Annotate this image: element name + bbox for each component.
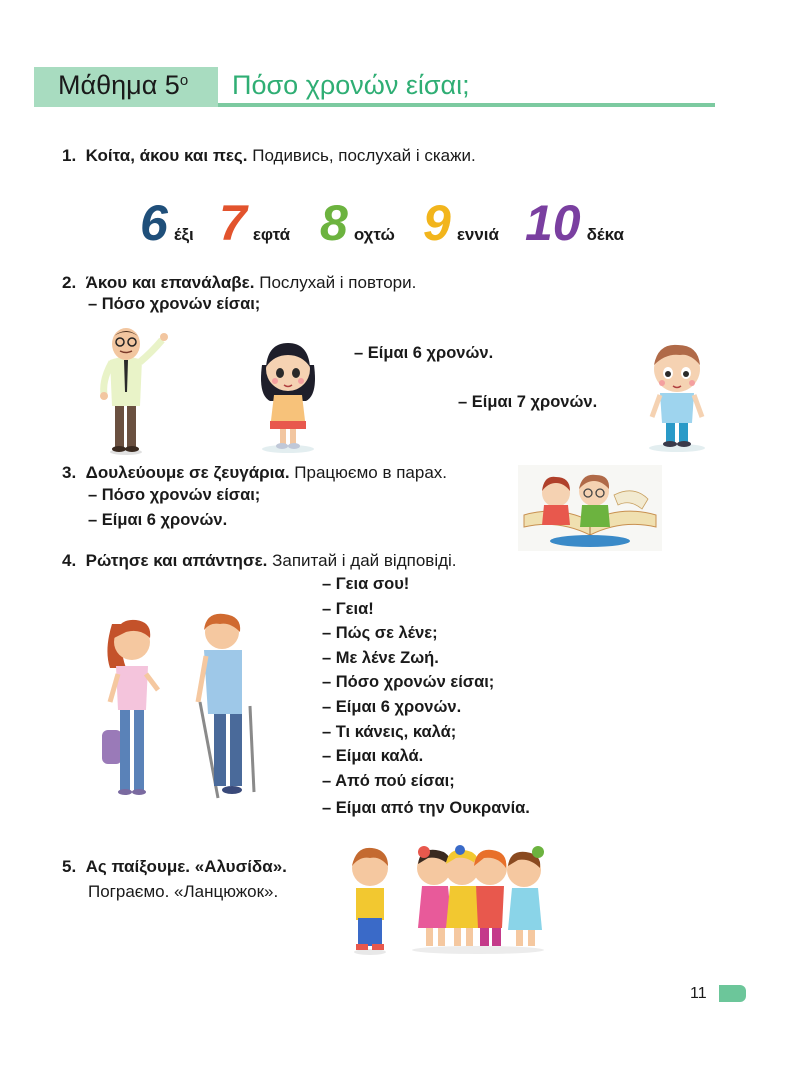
page-number: 11: [690, 985, 707, 1002]
section-5-translation: Пограємо. «Ланцюжок».: [88, 882, 279, 901]
lesson-title: Πόσο χρονών είσαι;: [232, 70, 470, 100]
section-2-answer-1: – Είμαι 6 χρονών.: [354, 344, 494, 362]
dialogue-line: – Πώς σε λένε;: [322, 624, 438, 643]
dialogue-line: – Είμαι 6 χρονών.: [322, 697, 462, 716]
number-nine: 9 εννιά: [423, 195, 499, 251]
boy-illustration: [640, 335, 714, 453]
number-seven: 7 εφτά: [219, 195, 291, 251]
dialogue-line: – Είμαι από την Ουκρανία.: [322, 799, 530, 818]
number-ten: 10 δέκα: [525, 195, 624, 251]
section-1-instruction: 1. Κοίτα, άκου και πες. Подивись, послухай і скажи.: [62, 146, 476, 165]
section-2-answer-2: – Είμαι 7 χρονών.: [458, 393, 598, 411]
section-4-dialogue: [322, 572, 530, 821]
section-2-instruction: 2. Άκου και επανάλαβε. Послухай і повтори.: [62, 273, 417, 292]
page-tab: [719, 985, 746, 1002]
two-children-illustration: [96, 610, 266, 800]
dialogue-line: – Γεια σου!: [322, 575, 410, 593]
section-4-instruction: 4. Ρώτησε και απάντησε. Запитай і дай відповіді.: [62, 551, 457, 570]
dialogue-line: – Γεια!: [322, 599, 374, 618]
lesson-label: Μάθημα $5^o$: [58, 70, 189, 100]
children-chain-illustration: [348, 840, 560, 956]
lesson-header-underline: [218, 103, 715, 107]
dialogue-line: – Είμαι καλά.: [322, 747, 424, 766]
dialogue-line: – Από πού είσαι;: [322, 771, 455, 790]
kids-reading-illustration: [518, 465, 662, 551]
teacher-illustration: [88, 322, 178, 457]
number-six: 6 έξι: [140, 195, 194, 251]
dialogue-line: – Πόσο χρονών είσαι;: [322, 673, 495, 692]
section-5-instruction: 5. Ας παίξουμε. «Αλυσίδα».: [62, 857, 287, 876]
dialogue-line: – Με λένε Ζωή.: [322, 648, 439, 667]
section-3-line-1: – Πόσο χρονών είσαι;: [88, 486, 261, 504]
section-3-instruction: 3. Δουλεύουμε σε ζευγάρια. Працюємо в парах.: [62, 463, 447, 482]
girl-illustration: [252, 335, 324, 453]
number-eight: 8 οχτώ: [320, 195, 395, 251]
dialogue-line: – Τι κάνεις, καλά;: [322, 722, 457, 741]
section-3-line-2: – Είμαι 6 χρονών.: [88, 511, 228, 529]
section-2-question: – Πόσο χρονών είσαι;: [88, 295, 261, 313]
